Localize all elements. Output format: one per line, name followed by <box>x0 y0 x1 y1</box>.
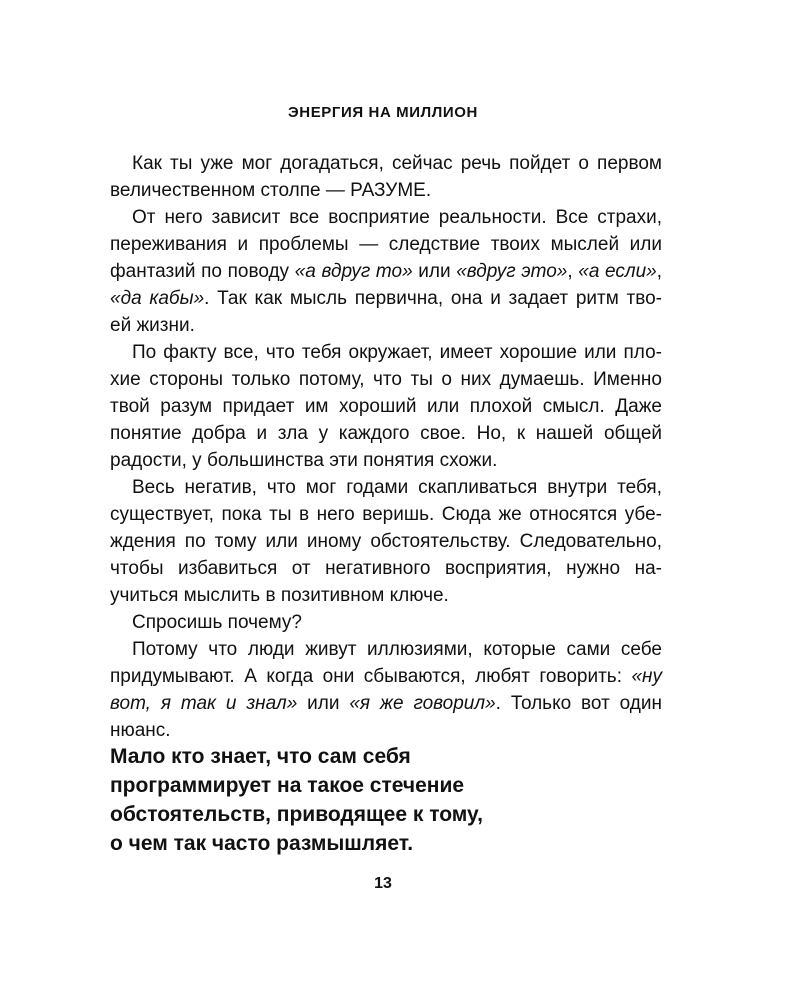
text-line <box>110 285 662 312</box>
text-run: придумывают. А когда они сбываются, любят говорить: <box>110 666 632 687</box>
text-line: ей жизни. <box>110 315 195 336</box>
italic-quote: «я же говорил» <box>349 693 496 714</box>
paragraph-5 <box>110 609 662 636</box>
body-text <box>110 150 662 744</box>
pull-quote-line: программирует на такое стечение <box>110 774 465 797</box>
text-line: радости, у большинства эти понятия схожи. <box>110 450 498 471</box>
italic-quote: «да кабы» <box>110 288 205 309</box>
paragraph-4 <box>110 474 662 609</box>
text-run: фантазий по поводу <box>110 261 295 282</box>
text-line: ждения по тому или иному обстоятельству. Следовательно, <box>110 531 662 552</box>
running-head: ЭНЕРГИЯ НА МИЛЛИОН <box>288 104 478 121</box>
pull-quote-line: обстоятельств, приводящее к тому, <box>110 803 483 826</box>
italic-quote: вот, я так и знал» <box>110 693 298 714</box>
text-line: переживания и проблемы — следствие твоих мыслей или <box>110 234 662 255</box>
text-line: Весь негатив, что мог годами скапливаться внутри тебя, <box>132 477 662 498</box>
pull-quote-line: Мало кто знает, что сам себя <box>110 745 411 768</box>
pull-quote <box>110 742 630 858</box>
text-line: понятие добра и зла у каждого свое. Но, к нашей общей <box>110 423 662 444</box>
text-line: твой разум придает им хороший или плохой смысл. Даже <box>110 396 662 417</box>
text-line: хие стороны только потому, что ты о них думаешь. Именно <box>110 369 662 390</box>
text-run: или <box>412 261 457 282</box>
italic-quote: «а если» <box>578 261 657 282</box>
text-line <box>110 258 662 285</box>
text-line: Спросишь почему? <box>132 612 302 633</box>
text-line: Потому что люди живут иллюзиями, которые сами себе <box>132 639 662 660</box>
page-number: 13 <box>374 875 392 892</box>
italic-quote: «ну <box>631 666 662 687</box>
text-line: величественном столпе — РАЗУМЕ. <box>110 180 432 201</box>
text-run: . Так как мысль первична, она и задает ритм тво- <box>204 288 662 309</box>
text-run: . Только вот один нюанс. <box>110 693 663 741</box>
paragraph-2 <box>110 204 662 339</box>
text-line: существует, пока ты в него веришь. Сюда же относятся убе- <box>110 504 662 525</box>
paragraph-3 <box>110 339 662 474</box>
text-line <box>110 663 662 690</box>
text-line: учиться мыслить в позитивном ключе. <box>110 585 449 606</box>
text-line: Как ты уже мог догадаться, сейчас речь пойдет о первом <box>132 153 662 174</box>
text-line: чтобы избавиться от негативного восприятия, нужно на- <box>110 558 662 579</box>
pull-quote-line: о чем так часто размышляет. <box>110 832 414 855</box>
text-run: , <box>656 261 663 282</box>
italic-quote: «а вдруг то» <box>294 261 413 282</box>
paragraph-6 <box>110 636 662 744</box>
text-line: По факту все, что тебя окружает, имеет хорошие или пло- <box>132 342 662 363</box>
text-line: От него зависит все восприятие реальности. Все страхи, <box>132 207 662 228</box>
text-line <box>110 690 662 744</box>
text-run: или <box>297 693 350 714</box>
italic-quote: «вдруг это» <box>456 261 568 282</box>
text-run: , <box>567 261 579 282</box>
paragraph-1 <box>110 150 662 204</box>
